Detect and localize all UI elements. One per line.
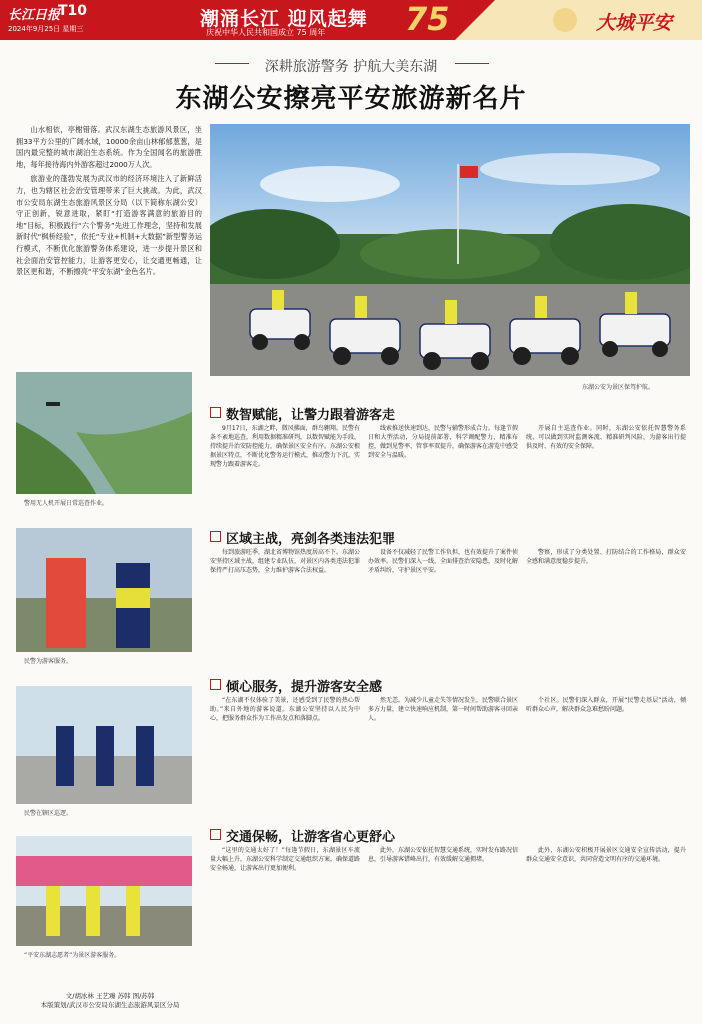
main-headline: 东湖公安擦亮平安旅游新名片 (175, 84, 527, 114)
section-heading (210, 826, 395, 845)
byline-planner: 本版策划/武汉市公安局东湖生态旅游风景区分局 (40, 1001, 180, 1009)
lakeside-drone-image (16, 372, 192, 494)
lead-column (16, 124, 202, 281)
section-body-column: 线索推送快速到达，民警与辅警形成合力。每逢节假日和大型活动，分局提前部署，科学调配警力，精准布控，做到见警率、管事率双提升，确保游客在游览中感受到安全与温暖。 (368, 425, 518, 460)
byline-credit (30, 992, 190, 1010)
section-body-column: 此外，东湖公安积极开展景区交通安全宣传活动，提升群众交通安全意识，共同营造文明有序的交通环境。 (526, 847, 686, 864)
section-body-column: 开展自主巡查作业。同时，东湖公安依托智慧警务系统，可以做到实时监测客流、精准研判风险，为游客出行提供及时、有效的安全保障。 (526, 425, 686, 451)
photo-caption: “平安东湖志愿者”为景区游客服务。 (24, 952, 121, 959)
section-heading-text: 区域主战，亮剑各类违法犯罪 (226, 532, 396, 547)
publish-date: 2024年9月25日 星期三 (8, 25, 84, 33)
kicker-rule-right (455, 63, 489, 64)
section-body-column: 此外，东湖公安依托智慧交通系统，实时发布路况信息，引导游客错峰出行，有效缓解交通拥堵。 (368, 847, 518, 864)
police-patrol-image (16, 686, 192, 804)
section-body-column: 警察，形成了分类处置、打防结合的工作格局，群众安全感和满意度稳步提升。 (526, 549, 686, 566)
section-heading (210, 528, 395, 547)
drone-photo (16, 372, 192, 494)
anniversary-subtitle: 庆祝中华人民共和国成立 75 周年 (206, 28, 326, 37)
heading-box-icon (210, 679, 221, 690)
anniversary-number: 75 (405, 0, 450, 38)
photo-caption: 民警在辖区巡逻。 (24, 810, 73, 817)
police-serving-tourists-image (16, 528, 192, 652)
volunteer-photo (16, 836, 192, 946)
photo-caption: 警用无人机开展日常巡查作业。 (24, 500, 109, 507)
hero-caption: 东湖公安为景区保驾护航。 (582, 384, 655, 391)
lead-paragraph: 山水相依，亭榭错落。武汉东湖生态旅游风景区，坐拥33平方公里的广阔水域，10000余亩山林郁郁葱葱，是国内最完整的城市湖泊生态系统。作为全国闻名的旅游胜地，每年接待海内外游客超过2000万人次。 (16, 125, 202, 169)
police-motorcade-photo (210, 124, 690, 376)
section-body-column: “在东湖不仅体验了美景，还感受到了民警的热心帮助。”来自外地的游客说道。东湖公安坚持以人民为中心，把服务群众作为工作出发点和落脚点。 (210, 697, 360, 723)
kicker-headline: 深耕旅游警务 护航大美东湖 (264, 59, 438, 75)
section-body-column: 设备不仅减轻了民警工作负担，也有效提升了案件侦办效率。民警们深入一线，全面排查治安隐患，及时化解矛盾纠纷，守护景区平安。 (368, 549, 518, 575)
photo-caption: 民警为游客服务。 (24, 658, 73, 665)
page-number: T10 (58, 3, 88, 19)
heading-box-icon (210, 407, 221, 418)
section-body-column: 然无恙。为减少儿童走失等情况发生，民警联合景区多方力量，建立快速响应机制，第一时间帮助游客寻回亲人。 (368, 697, 518, 723)
section-body-column: 9月17日，东湖之畔，微风拂面，群鸟翱翔。民警有条不紊地巡查，利用数据精准研判，以数智赋能为手段，持续提升治安防控能力，确保景区安全有序。东湖公安根据景区特点，不断优化警务运行模式，推动警力下沉，实现警力跟着游客走。 (210, 425, 360, 469)
lead-paragraph: 旅游业的蓬勃发展为武汉市的经济环境注入了新鲜活力，也为辖区社会治安管理带来了巨大挑战。为此，武汉市公安局东湖生态旅游风景区分局（以下简称东湖公安）守正创新，锐意进取，紧盯“打造游客满意的旅游目的地”目标，积极践行“六个警务”先进工作理念，坚持和发展新时代“枫桥经验”，依托“专业+机制+大数据”新型警务运行模式，不断优化旅游警务体系建设，进一步提升景区和社会面治安管控能力，让游客更安心，让交通更畅通，让景区更和谐，不断擦亮“平安东湖”金色名片。 (16, 174, 202, 277)
section-name: 大城平安 (596, 12, 673, 34)
heading-box-icon (210, 531, 221, 542)
section-heading (210, 404, 395, 423)
section-heading-text: 倾心服务，提升游客安全感 (226, 680, 383, 695)
section-body-column: 个社区。民警们深入群众，开展“民警走基层”活动，倾听群众心声，解决群众急难愁盼问题。 (526, 697, 686, 714)
section-heading-text: 交通保畅，让游客省心更舒心 (226, 830, 396, 845)
byline-authors: 文/胡冰林 王艺臻 苏韩 图/苏韩 (65, 992, 155, 1000)
section-heading-text: 数智赋能，让警力跟着游客走 (226, 408, 396, 423)
anniversary-slogan: 潮涌长江 迎风起舞 (200, 8, 368, 30)
paper-name: 长江日报 (8, 8, 61, 23)
hero-photo (210, 124, 690, 376)
section-body-column: “这里的交通太好了！”每逢节假日，东湖景区车流量大幅上升，东湖公安科学制定交通组织方案，确保道路安全畅通，让游客出行更加便利。 (210, 847, 360, 873)
kicker-rule-left (215, 63, 249, 64)
volunteers-image (16, 836, 192, 946)
patrol-photo (16, 686, 192, 804)
section-heading (210, 676, 382, 695)
section-body-column: 每到旅游旺季，湖北省博物馆热度居高不下。东湖公安坚持区域主战，组建专业队伍，对景区内各类违法犯罪保持严打高压态势，全力维护游客合法权益。 (210, 549, 360, 575)
heading-box-icon (210, 829, 221, 840)
police-service-photo (16, 528, 192, 652)
